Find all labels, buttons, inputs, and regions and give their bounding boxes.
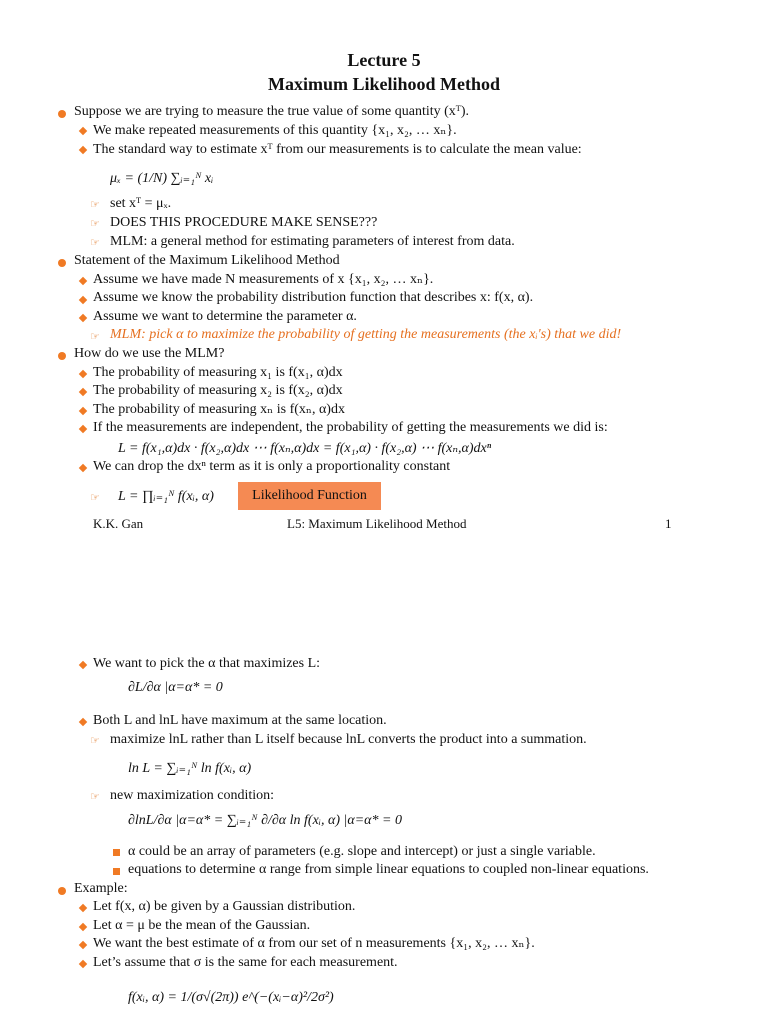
text-line: Assume we want to determine the parameter α. (93, 309, 357, 324)
diamond-bullet-icon (79, 923, 87, 931)
text-line: α could be an array of parameters (e.g. slope and intercept) or just a single variable. (128, 844, 596, 859)
diamond-bullet-icon (79, 314, 87, 322)
pointing-hand-icon: ☞ (90, 791, 100, 803)
diamond-bullet-icon (79, 425, 87, 433)
diamond-bullet-icon (79, 388, 87, 396)
likelihood-product-equation: L = f(x₁,α)dx · f(x₂,α)dx ⋯ f(xₙ,α)dx = f(x₁,α) · f(x₂,α) ⋯ f(xₙ,α)dxⁿ (118, 441, 492, 456)
text-line: The standard way to estimate xᵀ from our measurements is to calculate the mean value: (93, 142, 582, 157)
bullet-icon (58, 259, 66, 267)
text-line: Example: (74, 881, 128, 896)
pointing-hand-icon: ☞ (90, 492, 100, 504)
diamond-bullet-icon (79, 941, 87, 949)
square-bullet-icon (113, 849, 120, 856)
text-line: Assume we know the probability distribution function that describes x: f(x, α). (93, 290, 534, 305)
text-line: Both L and lnL have maximum at the same location. (93, 713, 387, 728)
lecture-title: Maximum Likelihood Method (267, 74, 500, 94)
text-line: Let α = μ be the mean of the Gaussian. (93, 918, 311, 933)
text-line: MLM: a general method for estimating parameters of interest from data. (110, 234, 515, 249)
text-line: If the measurements are independent, the probability of getting the measurements we did is: (93, 420, 608, 435)
pointing-hand-icon: ☞ (90, 331, 100, 343)
text-line: The probability of measuring xₙ is f(xₙ, α)dx (93, 402, 345, 417)
diamond-bullet-icon (79, 718, 87, 726)
text-line: equations to determine α range from simple linear equations to coupled non-linear equations. (128, 862, 649, 877)
text-line: We want to pick the α that maximizes L: (93, 656, 321, 671)
lecture-number: Lecture 5 (347, 50, 421, 70)
diamond-bullet-icon (79, 127, 87, 135)
diamond-bullet-icon (79, 661, 87, 669)
diamond-bullet-icon (79, 296, 87, 304)
likelihood-equation: L = ∏ᵢ₌₁ᴺ f(xᵢ, α) (118, 489, 214, 504)
maximization-equation: ∂L/∂α |α=α* = 0 (128, 680, 223, 695)
text-line: We can drop the dxⁿ term as it is only a proportionality constant (93, 459, 451, 474)
text-line: We make repeated measurements of this quantity {x₁, x₂, … xₙ}. (93, 123, 457, 138)
diamond-bullet-icon (79, 960, 87, 968)
text-line: The probability of measuring x₁ is f(x₁, α)dx (93, 365, 343, 380)
footer-author: K.K. Gan (93, 516, 144, 531)
mean-equation: μₓ = (1/N) ∑ᵢ₌₁ᴺ xᵢ (110, 171, 214, 186)
text-line: Statement of the Maximum Likelihood Method (74, 253, 340, 268)
diamond-bullet-icon (79, 146, 87, 154)
gaussian-equation: f(xᵢ, α) = 1/(σ√(2π)) e^(−(xᵢ−α)²/2σ²) (128, 990, 334, 1005)
footer-title: L5: Maximum Likelihood Method (287, 516, 467, 531)
bullet-icon (58, 352, 66, 360)
text-line: We want the best estimate of α from our set of n measurements {x₁, x₂, … xₙ}. (93, 936, 535, 951)
square-bullet-icon (113, 868, 120, 875)
diamond-bullet-icon (79, 464, 87, 472)
text-line: The probability of measuring x₂ is f(x₂, α)dx (93, 383, 343, 398)
diamond-bullet-icon (79, 904, 87, 912)
pointing-hand-icon: ☞ (90, 218, 100, 230)
text-line: Let f(x, α) be given by a Gaussian distribution. (93, 899, 356, 914)
diamond-bullet-icon (79, 370, 87, 378)
text-line: DOES THIS PROCEDURE MAKE SENSE??? (110, 215, 378, 230)
text-line: Let’s assume that σ is the same for each measurement. (93, 955, 398, 970)
text-line: maximize lnL rather than L itself because lnL converts the product into a summation. (110, 732, 587, 747)
pointing-hand-icon: ☞ (90, 735, 100, 747)
pointing-hand-icon: ☞ (90, 237, 100, 249)
text-line: How do we use the MLM? (74, 346, 225, 361)
bullet-icon (58, 110, 66, 118)
diamond-bullet-icon (79, 407, 87, 415)
log-maximization-equation: ∂lnL/∂α |α=α* = ∑ᵢ₌₁ᴺ ∂/∂α ln f(xᵢ, α) |α=α* = 0 (128, 813, 402, 828)
text-line: Suppose we are trying to measure the true value of some quantity (xᵀ). (74, 104, 470, 119)
bullet-icon (58, 887, 66, 895)
text-line: Assume we have made N measurements of x {x₁, x₂, … xₙ}. (93, 272, 434, 287)
pointing-hand-icon: ☞ (90, 199, 100, 211)
highlight-text: MLM: pick α to maximize the probability of getting the measurements (the xᵢ's) that we did! (110, 327, 622, 342)
page-number: 1 (665, 516, 672, 531)
diamond-bullet-icon (79, 277, 87, 285)
text-line: set xᵀ = μₓ. (110, 196, 172, 211)
text-line: new maximization condition: (110, 788, 275, 803)
log-likelihood-equation: ln L = ∑ᵢ₌₁ᴺ ln f(xᵢ, α) (128, 761, 252, 776)
likelihood-function-label: Likelihood Function (238, 482, 381, 510)
